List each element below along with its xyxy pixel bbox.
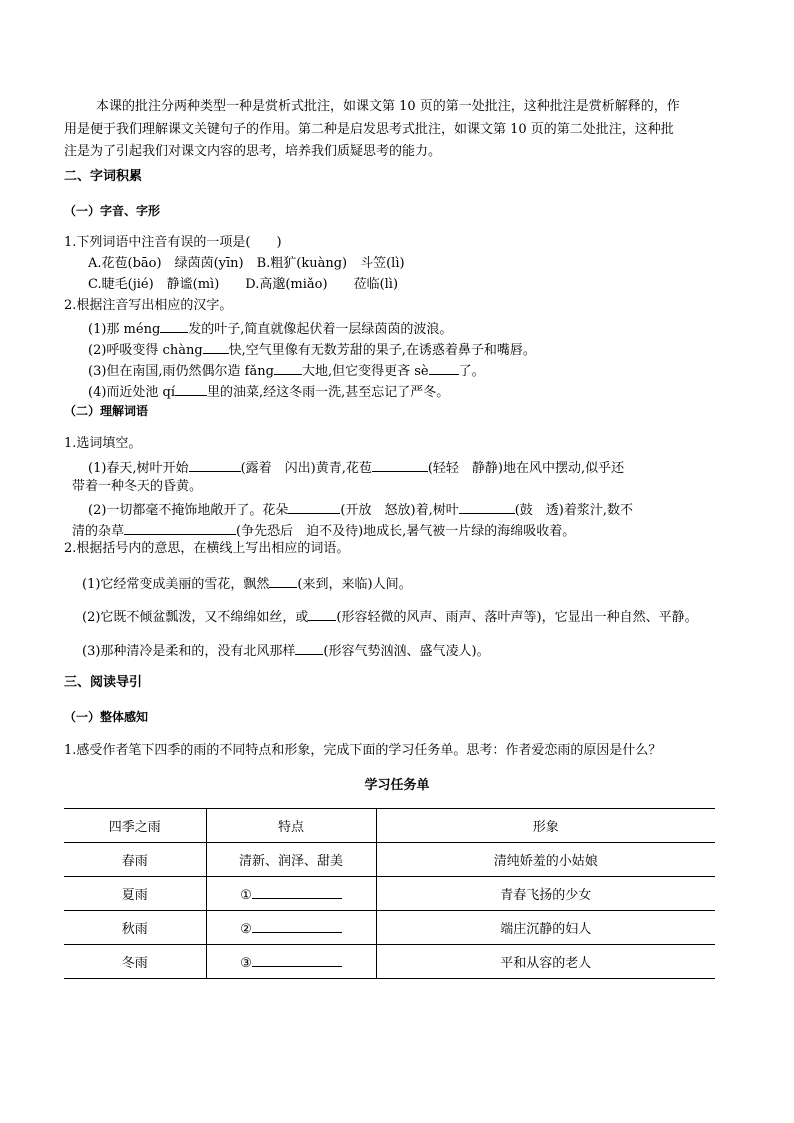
question-item [88,457,624,478]
question-item [88,339,536,360]
item-text: (4)而近处池 qí [88,385,176,400]
item-text: (鼓 透)着浆汁,数不 [514,503,633,518]
season-cell: 秋雨 [64,911,206,945]
question-stem: 1.下列词语中注音有误的一项是( ) [64,235,282,250]
question-stem: 2.根据括号内的意思，在横线上写出相应的词语。 [64,541,350,556]
answer-blank[interactable] [175,381,207,396]
item-text: 快,空气里像有无数芳甜的果子,在诱惑着鼻子和嘴唇。 [228,343,536,358]
item-text: (1)春天,树叶开始 [88,461,189,476]
season-cell: 冬雨 [64,945,206,979]
answer-blank[interactable] [124,520,236,535]
question-item [82,606,698,627]
question-options: A.花苞(bāo) 绿茵茵(yīn) B.粗犷(kuàng) 斗笠(lì) [88,256,405,271]
table-row [64,945,715,979]
section-title-reading-guide: 三、阅读导引 [64,675,143,690]
item-text: (2)一切都毫不掩饰地敞开了。花朵 [88,503,289,518]
question-item-continued: 带着一种冬天的昏黄。 [72,479,203,494]
image-cell: 端庄沉静的妇人 [376,911,715,945]
item-text: (露着 闪出)黄青,花苞 [240,461,372,476]
subsection-title-pronunciation: （一）字音、字形 [64,204,161,218]
season-cell: 夏雨 [64,877,206,911]
question-item [88,381,449,402]
feature-cell [206,877,376,911]
subsection-title-overall-perception: （一）整体感知 [64,710,149,724]
question-item-continued [72,520,575,541]
question-stem: 1.选词填空。 [64,436,142,451]
answer-blank[interactable] [308,606,336,621]
item-text: 发的叶子,简直就像起伏着一层绿茵茵的波浪。 [188,322,453,337]
answer-blank[interactable] [295,640,323,655]
item-text: (3)那种清冷是柔和的，没有北风那样 [82,644,296,659]
column-header: 形象 [376,809,715,843]
column-header: 四季之雨 [64,809,206,843]
question-item [82,573,412,594]
answer-blank[interactable] [372,457,428,472]
answer-blank[interactable] [252,884,342,899]
image-cell: 青春飞扬的少女 [376,877,715,911]
table-header-row [64,809,715,843]
blank-number: ③ [240,956,252,971]
answer-blank[interactable] [269,573,297,588]
intro-line-1: 本课的批注分两种类型一种是赏析式批注，如课文第 10 页的第一处批注，这种批注是赏析解释的，作 [96,99,680,114]
answer-blank[interactable] [288,499,340,514]
column-header: 特点 [206,809,376,843]
feature-cell: 清新、润泽、甜美 [206,843,376,877]
item-text: 了。 [458,364,485,379]
image-cell: 平和从容的老人 [376,945,715,979]
section-title-word-accumulation: 二、字词积累 [64,169,143,184]
item-text: (1)它经常变成美丽的雪花，飘然 [82,577,270,592]
learning-task-table [64,808,715,979]
item-text: 大地,但它变得更吝 sè [301,364,429,379]
question-item [88,318,452,339]
answer-blank[interactable] [274,360,302,375]
intro-line-2: 用是便于我们理解课文关键句子的作用。第二种是启发思考式批注，如课文第 10 页的第二处批注，这种批 [64,122,674,137]
table-row [64,877,715,911]
item-text: (开放 怒放)着,树叶 [340,503,459,518]
item-text: 清的杂草 [72,524,125,539]
season-cell: 春雨 [64,843,206,877]
feature-cell [206,911,376,945]
answer-blank[interactable] [252,918,342,933]
blank-number: ② [240,922,252,937]
answer-blank[interactable] [203,339,229,354]
table-title: 学习任务单 [364,778,430,793]
answer-blank[interactable] [459,499,515,514]
answer-blank[interactable] [160,318,188,333]
feature-cell [206,945,376,979]
answer-blank[interactable] [189,457,241,472]
table-row [64,843,715,877]
item-text: (来到，来临)人间。 [297,577,412,592]
table-row [64,911,715,945]
item-text: (2)呼吸变得 chàng [88,343,203,358]
question-item [82,640,490,661]
item-text: (形容气势汹汹、盛气凌人)。 [323,644,490,659]
question-item [88,360,485,381]
image-cell: 清纯娇羞的小姑娘 [376,843,715,877]
item-text: (形容轻微的风声、雨声、落叶声等)，它显出一种自然、平静。 [336,610,698,625]
item-text: (轻轻 静静)地在风中摆动,似乎还 [427,461,625,476]
question-options: C.睫毛(jié) 静谧(mì) D.高邈(miǎo) 莅临(lì) [88,277,399,292]
question-item [88,499,633,520]
blank-number: ① [240,888,252,903]
answer-blank[interactable] [252,952,342,967]
item-text: (1)那 méng [88,322,161,337]
answer-blank[interactable] [429,360,459,375]
question-stem: 1.感受作者笔下四季的雨的不同特点和形象，完成下面的学习任务单。思考：作者爱恋雨的原因是什么？ [64,743,662,758]
item-text: (3)但在南国,雨仍然偶尔造 fǎng [88,364,274,379]
item-text: 里的油菜,经这冬雨一洗,甚至忘记了严冬。 [207,385,450,400]
question-stem: 2.根据注音写出相应的汉字。 [64,298,233,313]
intro-line-3: 注是为了引起我们对课文内容的思考，培养我们质疑思考的能力。 [64,144,442,159]
item-text: (2)它既不倾盆瓢泼，又不绵绵如丝，或 [82,610,309,625]
item-text: (争先恐后 迫不及待)地成长,暑气被一片绿的海绵吸收着。 [236,524,576,539]
subsection-title-understanding-words: （二）理解词语 [64,404,149,418]
